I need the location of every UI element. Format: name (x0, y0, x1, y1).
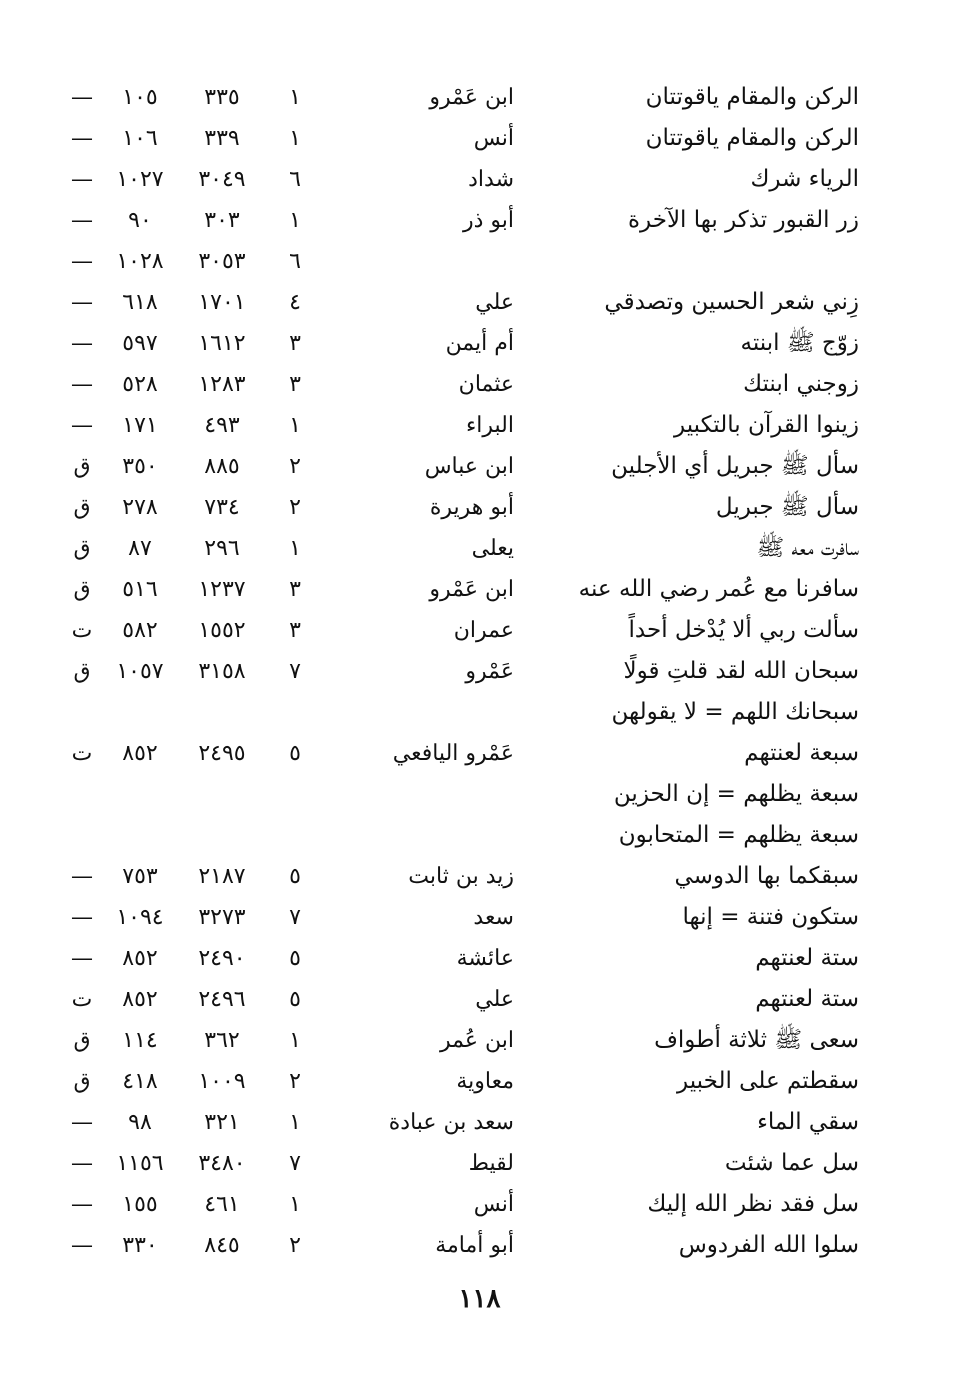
hadith-number (186, 774, 258, 815)
source-mark: ق (73, 659, 91, 684)
table-row (0, 1061, 959, 1102)
source-mark: ق (73, 1069, 91, 1094)
table-row (0, 651, 959, 692)
hadith-number: ٧٣٤ (204, 495, 240, 520)
volume-number: ٣ (289, 372, 301, 397)
hadith-number: ٣٤٨٠ (198, 1151, 246, 1176)
narrator-name: البراء (465, 413, 514, 438)
hadith-text: سبعة يظلهم = إن الحزين (613, 781, 859, 807)
narrator-name: أم أيمن (445, 331, 514, 356)
narrator-name: عائشة (456, 946, 514, 971)
table-row (0, 569, 959, 610)
narrator-name: يعلى (471, 536, 514, 561)
volume-number: ٢ (289, 495, 301, 520)
source-mark: — (71, 946, 93, 971)
hadith-text: الركن والمقام ياقوتتان (645, 84, 859, 110)
narrator-name: سعد بن عبادة (388, 1110, 514, 1135)
source-mark (62, 815, 102, 856)
page-ref-number: ١٠٢٨ (116, 249, 164, 274)
page-ref-number: ١١٥٦ (116, 1151, 164, 1176)
page-ref-number: ١١٤ (122, 1028, 158, 1053)
page-ref-number: ٨٧ (128, 536, 152, 561)
hadith-number: ٣٣٩ (204, 126, 240, 151)
hadith-text: سل عما شئت (724, 1150, 859, 1176)
narrator-name: ابن عَمْرو (429, 577, 514, 602)
narrator-name: زيد بن ثابت (408, 864, 514, 889)
source-mark: — (71, 1192, 93, 1217)
table-row (0, 979, 959, 1020)
table-row (0, 1143, 959, 1184)
narrator-name: شداد (468, 167, 514, 192)
table-row (0, 733, 959, 774)
source-mark: — (71, 1110, 93, 1135)
volume-number: ٥ (289, 987, 301, 1012)
source-mark: — (71, 372, 93, 397)
hadith-number: ١٢٣٧ (198, 577, 246, 602)
hadith-text: سأل ﷺ جبريل (715, 494, 859, 520)
page-number: ١١٨ (458, 1284, 501, 1314)
table-row (0, 692, 959, 733)
volume-number: ٣ (289, 618, 301, 643)
table-row (0, 1020, 959, 1061)
table-row (0, 528, 959, 569)
hadith-number: ٤٦١ (204, 1192, 240, 1217)
hadith-number: ٨٨٥ (204, 454, 240, 479)
hadith-number: ٣٢٧٣ (198, 905, 246, 930)
narrator-name: عثمان (458, 372, 514, 397)
table-row (0, 118, 959, 159)
volume-number: ٣ (289, 577, 301, 602)
hadith-number: ٢٩٦ (204, 536, 240, 561)
table-row (0, 856, 959, 897)
page-ref-number: ٦١٨ (122, 290, 158, 315)
page-ref-number: ٨٥٢ (122, 987, 158, 1012)
volume-number: ٥ (289, 741, 301, 766)
hadith-number: ١٠٠٩ (198, 1069, 246, 1094)
source-mark: — (71, 249, 93, 274)
narrator-name: علي (475, 290, 514, 315)
source-mark: ق (73, 454, 91, 479)
page-ref-number (104, 815, 176, 856)
source-mark: — (71, 1233, 93, 1258)
page-ref-number: ٣٣٠ (122, 1233, 158, 1258)
hadith-number: ٢٤٩٦ (198, 987, 246, 1012)
narrator-name: أبو هريرة (429, 495, 514, 520)
hadith-number: ٣٢١ (204, 1110, 240, 1135)
volume-number: ٥ (289, 864, 301, 889)
hadith-text: ستة لعنتهم (755, 945, 859, 971)
hadith-number: ٨٤٥ (204, 1233, 240, 1258)
volume-number: ٤ (289, 290, 301, 315)
volume-number: ٢ (289, 1069, 301, 1094)
volume-number (280, 692, 310, 733)
source-mark: — (71, 208, 93, 233)
table-row (0, 323, 959, 364)
hadith-number: ٤٩٣ (204, 413, 240, 438)
source-mark: — (71, 331, 93, 356)
table-row (0, 446, 959, 487)
volume-number: ١ (289, 536, 301, 561)
page-ref-number: ٩٨ (128, 1110, 152, 1135)
volume-number: ٣ (289, 331, 301, 356)
source-mark: ت (71, 741, 93, 766)
hadith-number (186, 692, 258, 733)
narrator-name: لقيط (468, 1151, 514, 1176)
page-ref-number: ٤١٨ (122, 1069, 158, 1094)
volume-number: ٢ (289, 454, 301, 479)
table-row (0, 200, 959, 241)
hadith-text: سل فقد نظر الله إليك (647, 1191, 859, 1217)
volume-number: ١ (289, 413, 301, 438)
table-row (0, 1102, 959, 1143)
page-ref-number (104, 692, 176, 733)
hadith-text: سعى ﷺ ثلاثة أطواف (654, 1027, 859, 1053)
table-row (0, 282, 959, 323)
hadith-text: سأل ﷺ جبريل أي الأجلين (611, 453, 859, 479)
volume-number: ٧ (289, 905, 301, 930)
volume-number: ٦ (289, 249, 301, 274)
hadith-number (186, 815, 258, 856)
hadith-text: سألت ربي ألا يُدْخل أحداً (628, 617, 859, 643)
page-ref-number: ٥٢٨ (122, 372, 158, 397)
source-mark: ق (73, 536, 91, 561)
narrator-name: سعد (473, 905, 514, 930)
hadith-number: ١٥٥٢ (198, 618, 246, 643)
page-ref-number: ٧٥٣ (122, 864, 158, 889)
source-mark: — (71, 167, 93, 192)
hadith-text: ستة لعنتهم (755, 986, 859, 1012)
page-ref-number (104, 774, 176, 815)
narrator-name: معاوية (456, 1069, 514, 1094)
page-ref-number: ٥١٦ (122, 577, 158, 602)
source-mark: — (71, 290, 93, 315)
table-row (0, 938, 959, 979)
page-ref-number: ١٠٢٧ (116, 167, 164, 192)
page-ref-number: ٨٥٢ (122, 946, 158, 971)
hadith-text: سقي الماء (757, 1109, 859, 1135)
source-mark: ق (73, 1028, 91, 1053)
page-ref-number: ١٠٦ (122, 126, 158, 151)
hadith-text: زينوا القرآن بالتكبير (674, 412, 859, 438)
volume-number: ١ (289, 85, 301, 110)
narrator-name: ابن عُمر (440, 1028, 514, 1053)
volume-number (280, 774, 310, 815)
page-ref-number: ٥٩٧ (122, 331, 158, 356)
page-ref-number: ١٠٩٤ (116, 905, 164, 930)
narrator-name: عَمْرو اليافعي (392, 741, 514, 766)
source-mark: — (71, 905, 93, 930)
page-ref-number: ٥٨٢ (122, 618, 158, 643)
hadith-number: ٣٠٤٩ (198, 167, 246, 192)
hadith-number: ٢٤٩٠ (198, 946, 246, 971)
hadith-text: سافرنا مع عُمر رضي الله عنه (578, 576, 859, 602)
table-row (0, 774, 959, 815)
hadith-text: سلوا الله الفردوس (678, 1232, 859, 1258)
source-mark (62, 692, 102, 733)
hadith-number: ١٦١٢ (198, 331, 246, 356)
page-ref-number: ٨٥٢ (122, 741, 158, 766)
hadith-text: زر القبور تذكر بها الآخرة (627, 207, 859, 233)
hadith-text: زِني شعر الحسين وتصدقي (604, 289, 859, 315)
hadith-number: ٣١٥٨ (198, 659, 246, 684)
hadith-text: الركن والمقام ياقوتتان (645, 125, 859, 151)
table-row (0, 241, 959, 282)
volume-number: ١ (289, 1028, 301, 1053)
hadith-number: ٣٠٣ (204, 208, 240, 233)
page-ref-number: ١٠٥٧ (116, 659, 164, 684)
volume-number: ١ (289, 1192, 301, 1217)
volume-number: ١ (289, 126, 301, 151)
table-row (0, 405, 959, 446)
hadith-text: زوّج ﷺ ابنته (740, 330, 859, 356)
volume-number (280, 815, 310, 856)
hadith-number: ٢١٨٧ (198, 864, 246, 889)
source-mark: ت (71, 987, 93, 1012)
table-row (0, 610, 959, 651)
table-row (0, 487, 959, 528)
narrator-name: عمران (453, 618, 514, 643)
table-row (0, 815, 959, 856)
narrator-name: عَمْرو (465, 659, 514, 684)
volume-number: ١ (289, 1110, 301, 1135)
page-ref-number: ٣٥٠ (122, 454, 158, 479)
hadith-text: سبعة يظلهم = المتحابون (618, 822, 859, 848)
hadith-text: سبحان الله لقد قلتِ قولًا (623, 658, 859, 684)
narrator-name: أبو أمامة (435, 1233, 514, 1258)
hadith-text: الرياء شرك (750, 166, 859, 192)
source-mark: — (71, 126, 93, 151)
hadith-number: ٣٦٢ (204, 1028, 240, 1053)
narrator-name: أنس (473, 126, 514, 151)
source-mark: — (71, 413, 93, 438)
volume-number: ١ (289, 208, 301, 233)
source-mark: ق (73, 577, 91, 602)
table-row (0, 1225, 959, 1266)
source-mark: — (71, 1151, 93, 1176)
volume-number: ٧ (289, 659, 301, 684)
hadith-number: ١٢٨٣ (198, 372, 246, 397)
volume-number: ٧ (289, 1151, 301, 1176)
hadith-text: سقطتم على الخبير (677, 1068, 859, 1094)
table-row (0, 1184, 959, 1225)
source-mark (62, 774, 102, 815)
source-mark: ت (71, 618, 93, 643)
hadith-text: زوجني ابنتك (743, 371, 859, 397)
hadith-number: ٣٠٥٣ (198, 249, 246, 274)
table-row (0, 159, 959, 200)
hadith-text: سبعة لعنتهم (744, 740, 859, 766)
source-mark: — (71, 864, 93, 889)
page-ref-number: ٩٠ (128, 208, 152, 233)
source-mark: — (71, 85, 93, 110)
narrator-name: أبو ذر (462, 208, 514, 233)
hadith-text: ستكون فتنة = إنها (682, 904, 859, 930)
hadith-text: سبحانك اللهم = لا يقولهن (611, 699, 859, 725)
hadith-text: سافرت معه ﷺ (756, 535, 859, 561)
volume-number: ٢ (289, 1233, 301, 1258)
narrator-name: ابن عَمْرو (429, 85, 514, 110)
hadith-text: سبقكما بها الدوسي (674, 863, 859, 889)
hadith-number: ٣٣٥ (204, 85, 240, 110)
page-ref-number: ١٧١ (122, 413, 158, 438)
page-ref-number: ١٠٥ (122, 85, 158, 110)
source-mark: ق (73, 495, 91, 520)
narrator-name: ابن عباس (424, 454, 514, 479)
volume-number: ٥ (289, 946, 301, 971)
narrator-name: علي (475, 987, 514, 1012)
hadith-number: ٢٤٩٥ (198, 741, 246, 766)
table-row (0, 364, 959, 405)
narrator-name: أنس (473, 1192, 514, 1217)
page-ref-number: ١٥٥ (122, 1192, 158, 1217)
volume-number: ٦ (289, 167, 301, 192)
page-ref-number: ٢٧٨ (122, 495, 158, 520)
table-row (0, 897, 959, 938)
table-row (0, 77, 959, 118)
hadith-number: ١٧٠١ (198, 290, 246, 315)
